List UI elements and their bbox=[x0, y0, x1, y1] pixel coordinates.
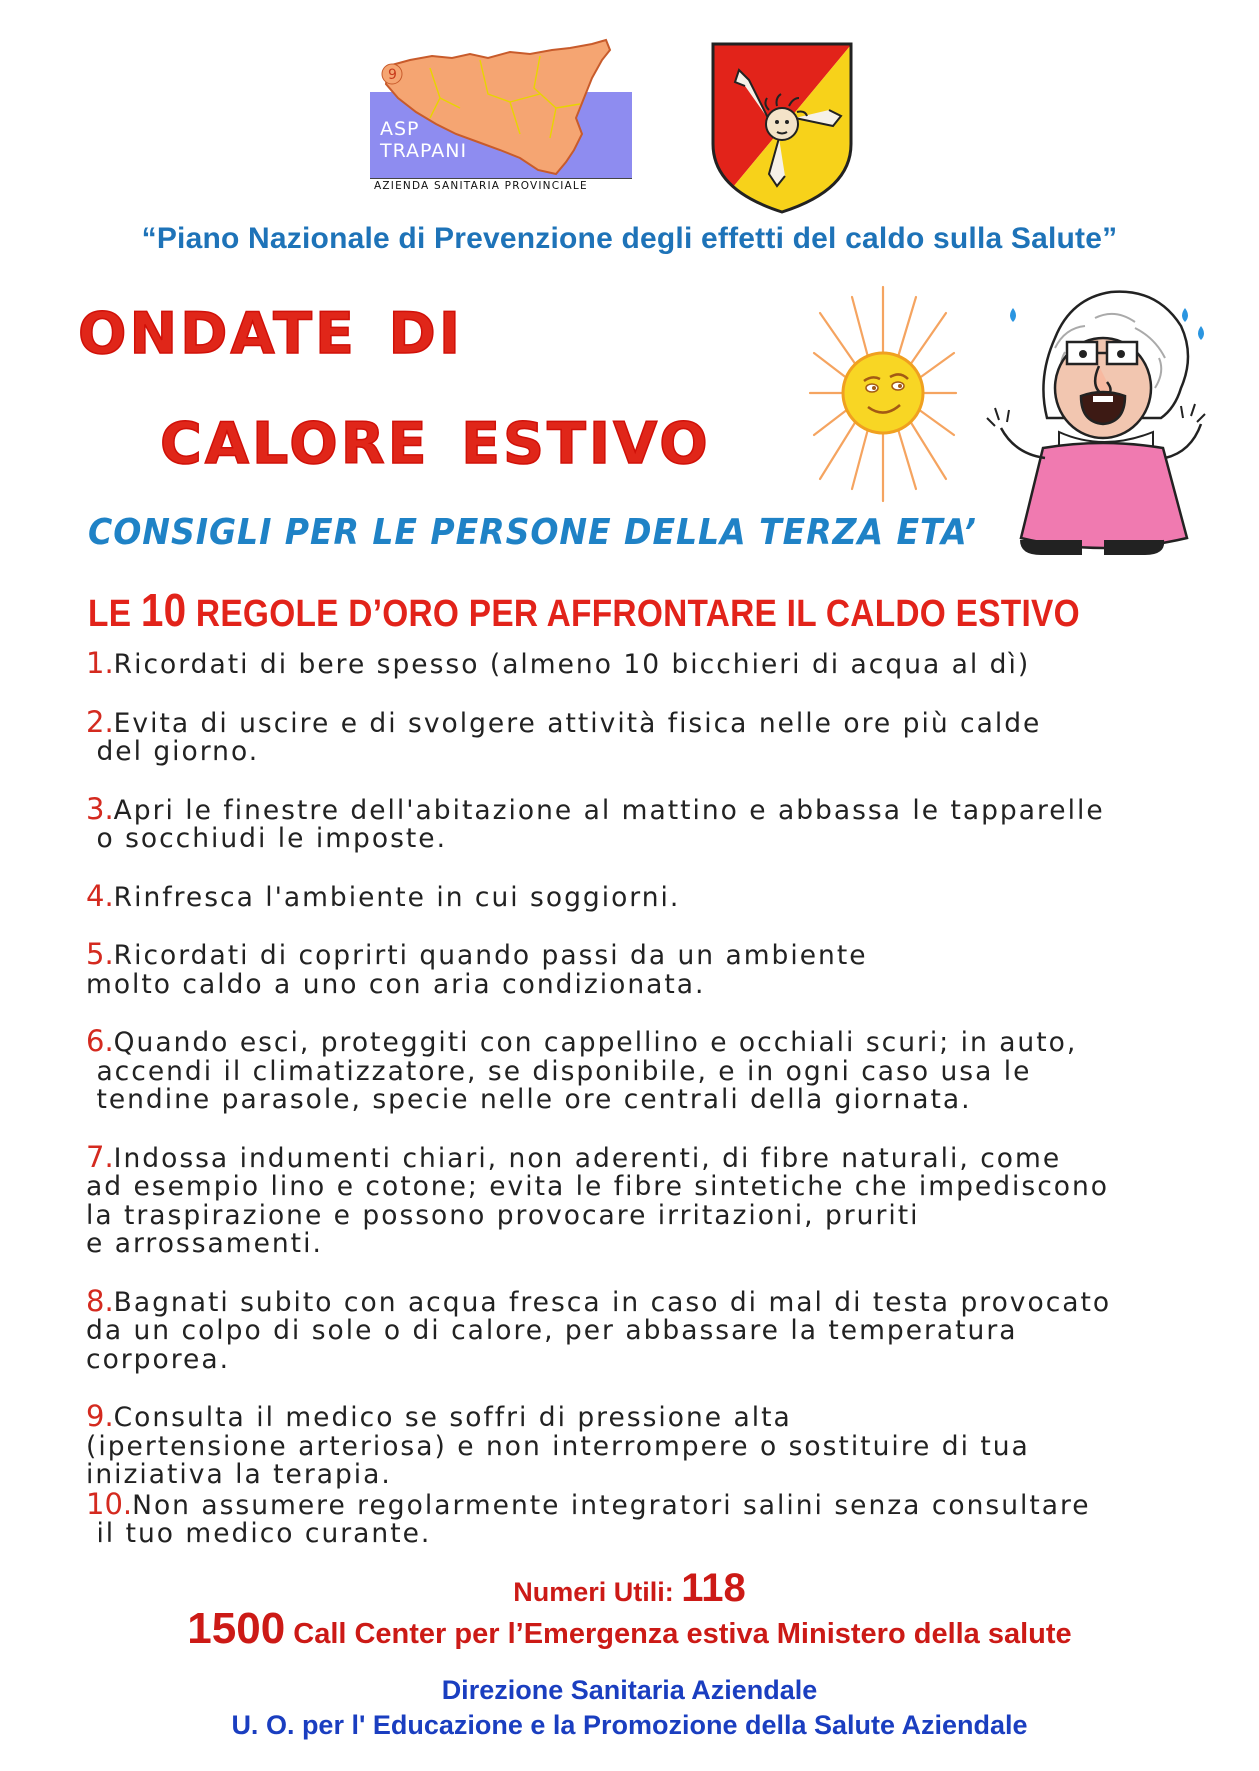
rule-number: 5. bbox=[86, 937, 114, 971]
logo-subtitle: AZIENDA SANITARIA PROVINCIALE bbox=[374, 180, 588, 192]
rule-text: Quando esci, proteggiti con cappellino e occhiali scuri; in auto, accendi il climatizzatore, se disponibile, e in ogni caso usa le tendine parasole, specie nelle ore centrali della giornata. bbox=[96, 1027, 1078, 1115]
sun-icon bbox=[808, 283, 958, 505]
logo-line2: TRAPANI bbox=[380, 140, 468, 162]
rules-heading-number: 10 bbox=[140, 584, 187, 636]
call-center bbox=[0, 1604, 1259, 1654]
plan-title: “Piano Nazionale di Prevenzione degli effetti del caldo sulla Salute” bbox=[141, 222, 1118, 255]
rule-number: 3. bbox=[86, 791, 114, 826]
call-center-number: 1500 bbox=[187, 1604, 286, 1653]
rule-text: Ricordati di coprirti quando passi da un ambiente molto caldo a uno con aria condizionata. bbox=[86, 940, 868, 1000]
rules-list bbox=[86, 646, 1206, 1549]
rule-item bbox=[86, 1399, 1206, 1490]
logo-divider bbox=[370, 178, 632, 179]
rule-text: Consulta il medico se soffri di pressione alta (ipertensione arteriosa) e non interrompere o sostituire di tua iniziativa la terapia. bbox=[86, 1402, 1030, 1490]
rule-item bbox=[86, 791, 1206, 854]
main-title-line2: calore estivo bbox=[160, 388, 711, 483]
rule-item bbox=[86, 1139, 1206, 1259]
rules-heading-pre: LE bbox=[88, 593, 141, 635]
trinacria-crest-icon bbox=[709, 40, 855, 216]
asp-trapani-logo bbox=[370, 38, 638, 203]
rule-text: Non assumere regolarmente integratori salini senza consultare il tuo medico curante. bbox=[96, 1489, 1091, 1549]
rule-number: 9. bbox=[86, 1399, 114, 1433]
rule-number: 10. bbox=[86, 1486, 133, 1521]
rule-number: 2. bbox=[86, 704, 114, 739]
rule-text: Apri le finestre dell'abitazione al mattino e abbassa le tapparelle o socchiudi le imposte. bbox=[96, 794, 1105, 854]
footer-unit: U. O. per l' Educazione e la Promozione della Salute Aziendale bbox=[231, 1710, 1028, 1740]
rule-number: 1. bbox=[86, 646, 114, 680]
rule-number: 4. bbox=[86, 878, 114, 913]
rule-item bbox=[86, 704, 1206, 767]
rule-item bbox=[86, 1024, 1206, 1115]
rule-text: Rinfresca l'ambiente in cui soggiorni. bbox=[113, 881, 681, 913]
logo-text bbox=[380, 118, 467, 162]
rule-item bbox=[86, 1486, 1206, 1549]
subtitle: CONSIGLI PER LE PERSONE DELLA TERZA ETA’ bbox=[88, 512, 977, 553]
rule-item bbox=[86, 646, 1206, 680]
rule-text: Bagnati subito con acqua fresca in caso di mal di testa provocato da un colpo di sole o di calore, per abbassare la temperatura corporea. bbox=[86, 1286, 1112, 1375]
rule-item bbox=[86, 878, 1206, 913]
rule-text: Ricordati di bere spesso (almeno 10 bicchieri di acqua al dì) bbox=[113, 649, 1031, 680]
logo-number: 9 bbox=[388, 67, 397, 83]
rule-number: 6. bbox=[86, 1024, 114, 1058]
useful-numbers-value: 118 bbox=[681, 1566, 746, 1610]
rule-item bbox=[86, 937, 1206, 1000]
call-center-label: Call Center per l’Emergenza estiva Ministero della salute bbox=[285, 1618, 1072, 1650]
rule-item bbox=[86, 1283, 1206, 1375]
rule-text: Indossa indumenti chiari, non aderenti, di fibre naturali, come ad esempio lino e cotone; evita le fibre sintetiche che impediscono la traspirazione e possono provocare irritazioni, pruriti e arrossamenti. bbox=[86, 1142, 1109, 1259]
rule-number: 7. bbox=[86, 1139, 114, 1174]
rule-number: 8. bbox=[86, 1283, 114, 1318]
elderly-woman-icon bbox=[985, 278, 1210, 560]
main-title-line1: ondate di bbox=[78, 278, 464, 373]
useful-numbers-label: Numeri Utili: bbox=[513, 1577, 682, 1607]
rules-heading bbox=[88, 583, 1080, 637]
footer-direction: Direzione Sanitaria Aziendale bbox=[441, 1675, 818, 1705]
rule-text: Evita di uscire e di svolgere attività fisica nelle ore più calde del giorno. bbox=[96, 707, 1042, 767]
rules-heading-post: REGOLE D’ORO PER AFFRONTARE IL CALDO ESTIVO bbox=[186, 593, 1080, 635]
logo-line1: ASP bbox=[380, 118, 420, 140]
